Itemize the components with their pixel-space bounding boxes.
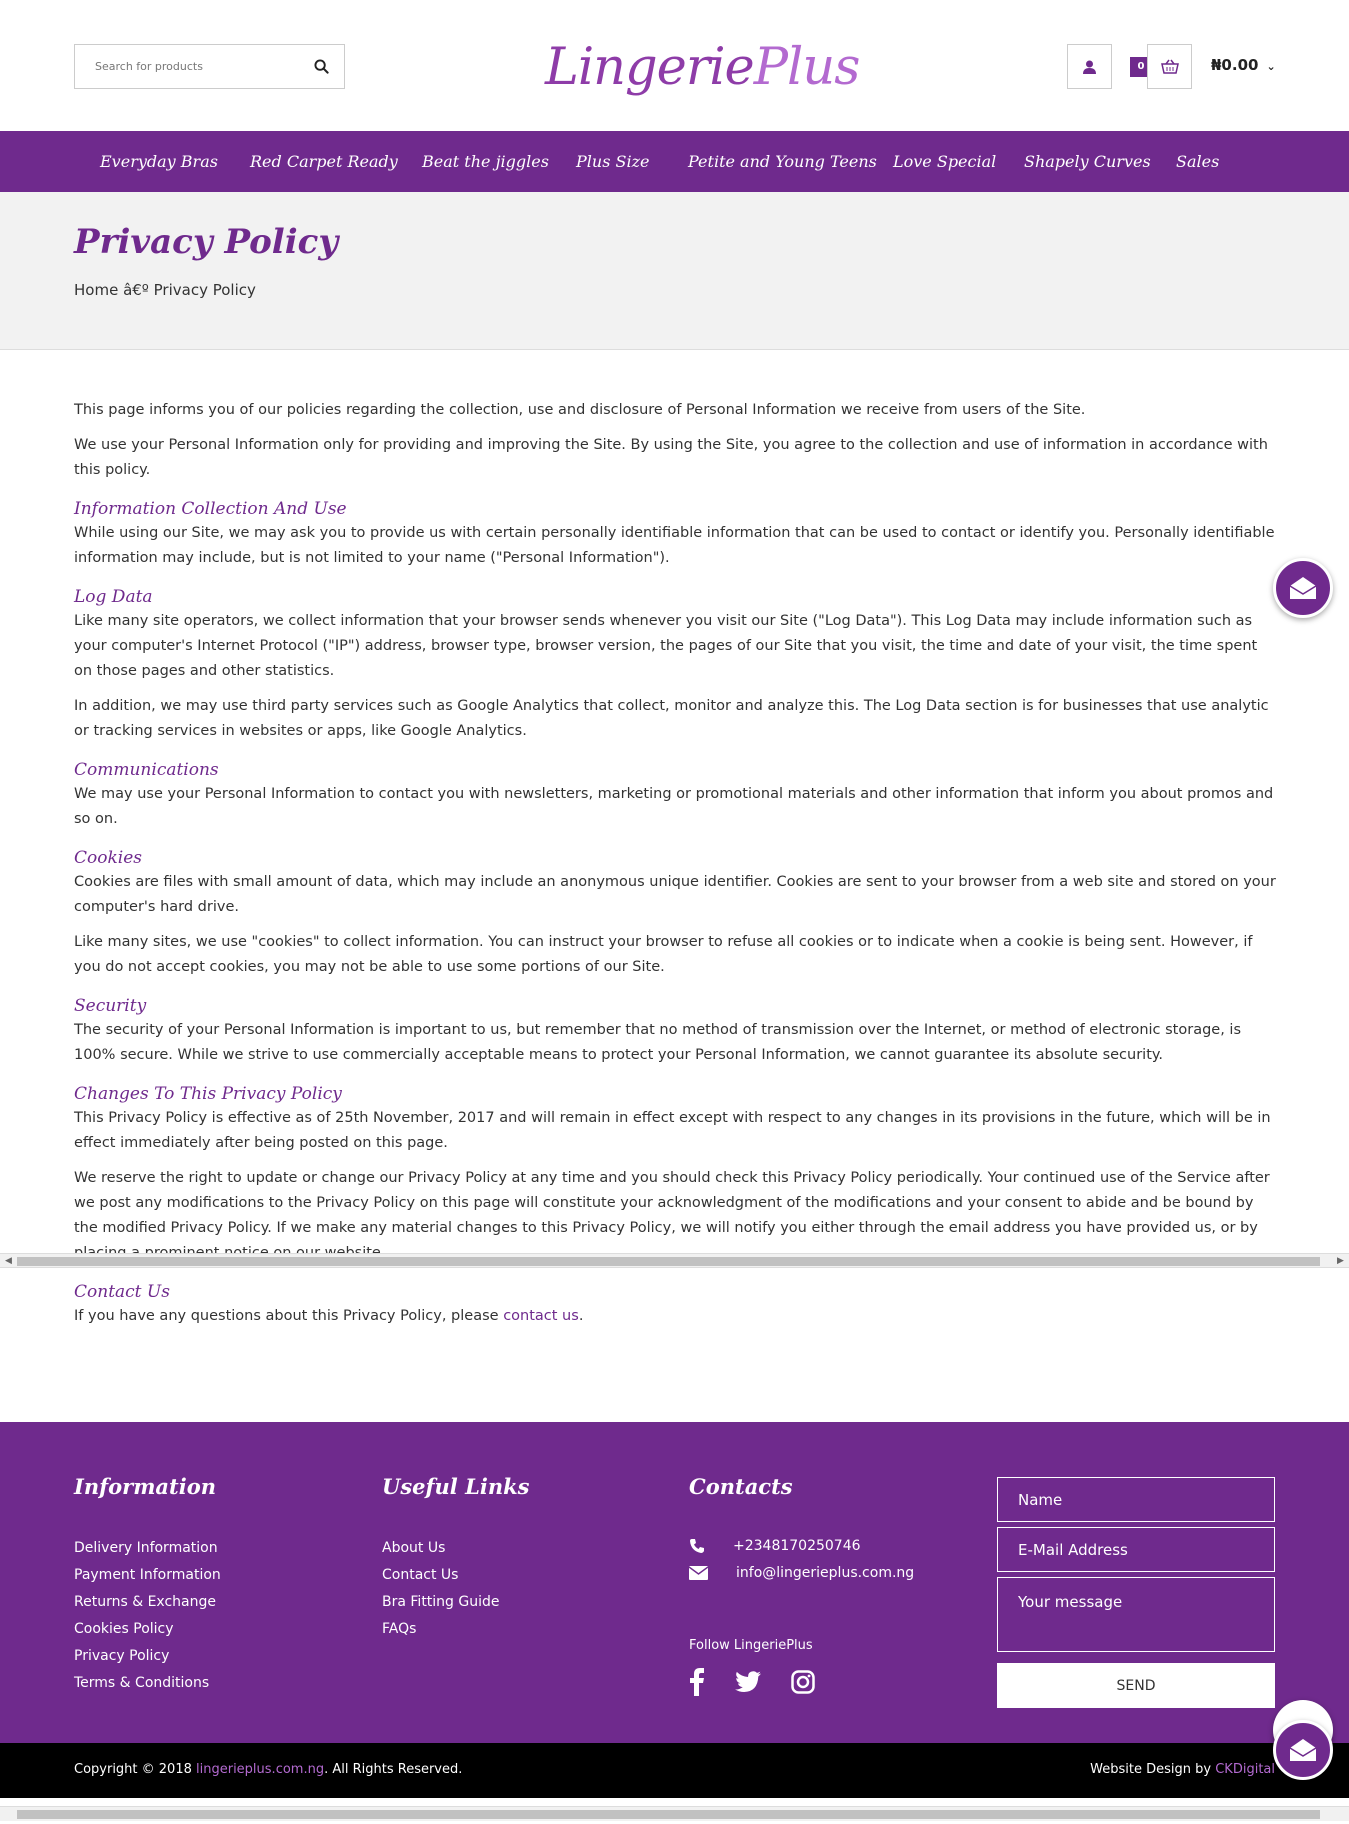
nav-item-love-special[interactable]: Love Special [893, 152, 997, 171]
paragraph-changes-1: This Privacy Policy is effective as of 25th November, 2017 and will remain in effect except with respect to any changes in its provisions in the future, which will be in effect immediately after being posted on this page. [74, 1110, 1271, 1151]
footer-link-bra-fitting-guide[interactable]: Bra Fitting Guide [382, 1594, 500, 1610]
heading-cookies: Cookies [74, 848, 142, 868]
footer-link-about-us[interactable]: About Us [382, 1540, 446, 1556]
nav-item-red-carpet-ready[interactable]: Red Carpet Ready [250, 152, 398, 171]
instagram-icon [791, 1670, 815, 1694]
footer-link-privacy-policy[interactable]: Privacy Policy [74, 1648, 170, 1664]
page-scrollbar-thumb[interactable] [17, 1810, 1320, 1819]
contact-us-link[interactable]: contact us [503, 1308, 579, 1324]
logo-text-lingerie: Lingerie [545, 38, 754, 97]
site-logo[interactable] [545, 33, 860, 103]
paragraph-security: The security of your Personal Information is important to us, but remember that no method of transmission over the Internet, or method of electronic storage, is 100% secure. While we strive to use commercially acceptable means to protect your Personal Information, we cannot guarantee its absolute security. [74, 1022, 1242, 1063]
twitter-link[interactable] [735, 1671, 761, 1697]
logo-text-plus: Plus [753, 38, 860, 97]
heading-changes: Changes To This Privacy Policy [74, 1084, 342, 1104]
cart-total-dropdown[interactable] [1211, 56, 1276, 74]
floating-newsletter-button[interactable] [1273, 558, 1333, 618]
paragraph-information-collection: While using our Site, we may ask you to provide us with certain personally identifiable information that can be used to contact or identify you. Personally identifiable information may include, but is not limited to your name ("Personal Information"). [74, 525, 1275, 566]
footer-follow-label: Follow LingeriePlus [689, 1638, 813, 1653]
heading-log-data: Log Data [74, 587, 153, 607]
footer-link-contact-us[interactable]: Contact Us [382, 1567, 459, 1583]
nav-item-sales[interactable]: Sales [1176, 152, 1220, 171]
scrollbar-thumb[interactable] [17, 1257, 1320, 1266]
user-icon [1083, 60, 1096, 74]
page-title: Privacy Policy [74, 222, 339, 262]
breadcrumb-current: Privacy Policy [153, 281, 256, 299]
design-credit-prefix: Website Design by [1090, 1762, 1216, 1777]
nav-item-shapely-curves[interactable]: Shapely Curves [1024, 152, 1151, 171]
copyright-suffix: . All Rights Reserved. [324, 1762, 463, 1777]
send-button[interactable]: SEND [997, 1663, 1275, 1708]
heading-communications: Communications [74, 760, 219, 780]
nav-item-beat-the-jiggles[interactable]: Beat the jiggles [422, 152, 549, 171]
footer-link-payment-information[interactable]: Payment Information [74, 1567, 221, 1583]
footer-phone[interactable]: +2348170250746 [733, 1538, 861, 1554]
policy-content [74, 398, 1279, 1339]
chevron-down-icon: ⌄ [1266, 60, 1276, 73]
cart-total-value: ₦0.00 [1211, 56, 1259, 74]
copyright-text [74, 1762, 462, 1777]
paragraph-communications: We may use your Personal Information to contact you with newsletters, marketing or promotional materials and other information that inform you about promos and so on. [74, 786, 1274, 827]
contact-text-end: . [578, 1308, 584, 1324]
intro-paragraph-1: This page informs you of our policies regarding the collection, use and disclosure of Personal Information we receive from users of the Site. [74, 402, 1086, 418]
breadcrumb-home-link[interactable]: Home [74, 281, 119, 299]
footer-link-cookies-policy[interactable]: Cookies Policy [74, 1621, 174, 1637]
nav-item-everyday-bras[interactable]: Everyday Bras [100, 152, 218, 171]
main-nav [0, 131, 1349, 192]
contact-text: If you have any questions about this Privacy Policy, please [74, 1308, 504, 1324]
page-title-bar [0, 192, 1349, 350]
footer-email-input[interactable] [997, 1527, 1275, 1572]
search-icon [314, 59, 329, 74]
copyright-bar [0, 1743, 1349, 1798]
footer-phone-row [689, 1538, 861, 1554]
basket-icon [1161, 59, 1179, 74]
footer-information-title: Information [74, 1474, 216, 1499]
envelope-open-icon [1288, 575, 1318, 601]
nav-item-plus-size[interactable]: Plus Size [576, 152, 650, 171]
scroll-left-arrow-icon[interactable]: ◀ [5, 1256, 12, 1266]
paragraph-cookies-1: Cookies are files with small amount of data, which may include an anonymous unique identifier. Cookies are sent to your browser from a web site and stored on your computer's hard drive. [74, 874, 1276, 915]
footer-message-textarea[interactable] [997, 1577, 1275, 1652]
heading-security: Security [74, 996, 147, 1016]
cart-count-badge: 0 [1130, 57, 1152, 77]
scroll-right-arrow-icon[interactable]: ▶ [1337, 1256, 1344, 1266]
envelope-open-icon [1288, 1737, 1318, 1763]
nav-item-petite-young-teens[interactable]: Petite and Young Teens [688, 152, 877, 171]
intro-paragraph-2: We use your Personal Information only for providing and improving the Site. By using the Site, you agree to the collection and use of information in accordance with this policy. [74, 437, 1268, 478]
footer-link-faqs[interactable]: FAQs [382, 1621, 417, 1637]
twitter-icon [735, 1671, 761, 1693]
footer-link-delivery-information[interactable]: Delivery Information [74, 1540, 218, 1556]
site-header [0, 0, 1349, 131]
phone-icon [689, 1538, 705, 1554]
copyright-prefix: Copyright © 2018 [74, 1762, 197, 1777]
cart-button[interactable] [1147, 44, 1192, 89]
page-horizontal-scrollbar[interactable] [0, 1806, 1349, 1821]
paragraph-log-data-2: In addition, we may use third party services such as Google Analytics that collect, monitor and analyze this. The Log Data section is for businesses that use analytic or tracking services in websites or apps, like Google Analytics. [74, 698, 1269, 739]
footer-email[interactable]: info@lingerieplus.com.ng [736, 1565, 915, 1581]
heading-information-collection: Information Collection And Use [74, 499, 347, 519]
paragraph-contact-us [74, 1304, 1279, 1329]
heading-contact-us: Contact Us [74, 1282, 170, 1302]
copyright-site-link[interactable]: lingerieplus.com.ng [196, 1762, 325, 1777]
footer-link-terms-conditions[interactable]: Terms & Conditions [74, 1675, 210, 1691]
horizontal-scrollbar[interactable] [0, 1253, 1349, 1268]
footer-email-row [689, 1565, 914, 1581]
search-input[interactable] [75, 45, 300, 88]
designer-link[interactable]: CKDigital [1215, 1762, 1275, 1777]
instagram-link[interactable] [791, 1670, 815, 1698]
footer-useful-links-title: Useful Links [382, 1474, 530, 1499]
account-button[interactable] [1067, 44, 1112, 89]
envelope-icon [689, 1566, 708, 1580]
floating-newsletter-button-bottom[interactable] [1273, 1720, 1333, 1780]
footer-name-input[interactable] [997, 1477, 1275, 1522]
search-button[interactable] [298, 45, 344, 88]
breadcrumb-separator: â€º [118, 281, 154, 299]
paragraph-changes-2: We reserve the right to update or change our Privacy Policy at any time and you should check this Privacy Policy periodically. Your continued use of the Service after we post any modifications to the Privacy Policy on this page will constitute your acknowledgment of the modifications and your consent to abide and be bound by the modified Privacy Policy. If we make any material changes to this Privacy Policy, we will notify you either through the email address you have provided us, or by [74, 1170, 1270, 1236]
facebook-icon [689, 1668, 705, 1696]
footer-contacts-title: Contacts [689, 1474, 793, 1499]
design-credit [1090, 1762, 1275, 1777]
footer-link-returns-exchange[interactable]: Returns & Exchange [74, 1594, 216, 1610]
facebook-link[interactable] [689, 1668, 705, 1700]
paragraph-cookies-2: Like many sites, we use "cookies" to collect information. You can instruct your browser to refuse all cookies or to indicate when a cookie is being sent. However, if you do not accept cookies, you may not be able to use some portions of our Site. [74, 934, 1253, 975]
paragraph-log-data-1: Like many site operators, we collect information that your browser sends whenever you visit our Site ("Log Data"). This Log Data may include information such as your computer's Internet Protocol ("IP") address, browser type, browser version, the pages of our Site that you visit, the time and date of your visit, the time spent on those pages and other statistics. [74, 613, 1258, 679]
breadcrumb [74, 281, 256, 299]
search-box [74, 44, 345, 89]
